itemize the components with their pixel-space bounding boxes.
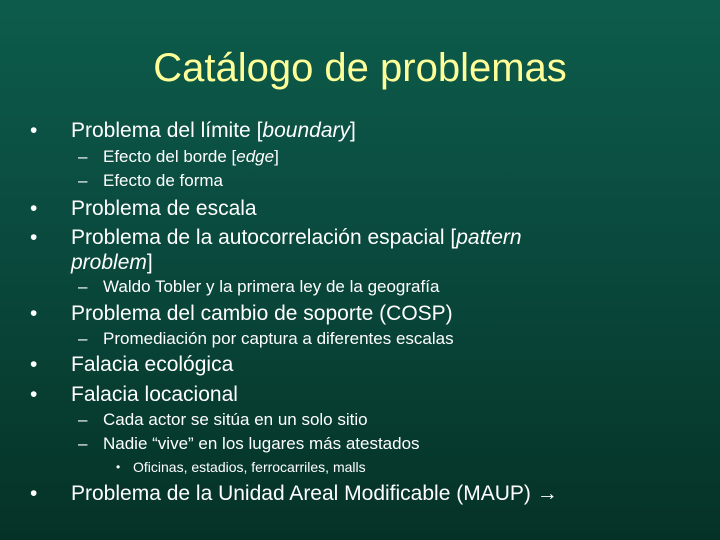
bullet-escala: Problema de escala xyxy=(71,197,257,220)
sub-bullet-forma: Efecto de forma xyxy=(103,171,224,190)
italic-term: boundary xyxy=(262,119,350,142)
sub-sub-bullet-marker: • xyxy=(116,460,121,474)
dash-marker: – xyxy=(78,329,88,348)
bullet-maup: Problema de la Unidad Areal Modificable (MAUP) → xyxy=(71,482,558,505)
bullet-cosp: Problema del cambio de soporte (COSP) xyxy=(71,302,453,325)
sub-bullet-promediacion: Promediación por captura a diferentes escalas xyxy=(103,329,454,348)
text: Problema de la autocorrelación espacial [ xyxy=(71,226,457,249)
bullet-marker: • xyxy=(30,119,38,142)
italic-term: pattern xyxy=(456,226,522,249)
bullet-falacia-locacional: Falacia locacional xyxy=(71,383,238,406)
sub-bullet-nadie-vive: Nadie “vive” en los lugares más atestados xyxy=(103,434,420,453)
bullet-marker: • xyxy=(30,226,38,249)
text: ] xyxy=(146,251,153,274)
dash-marker: – xyxy=(78,410,88,429)
bullet-autocorrelacion-continuation xyxy=(71,250,153,276)
bullet-falacia-ecologica: Falacia ecológica xyxy=(71,353,234,376)
text: Problema del límite [ xyxy=(71,119,263,142)
sub-sub-bullet-oficinas: Oficinas, estadios, ferrocarriles, malls xyxy=(133,459,366,475)
sub-bullet-borde xyxy=(103,146,279,168)
dash-marker: – xyxy=(78,434,88,453)
bullet-marker: • xyxy=(30,197,38,220)
bullet-marker: • xyxy=(30,383,38,406)
italic-term: edge xyxy=(236,147,275,166)
dash-marker: – xyxy=(78,147,88,166)
text: ] xyxy=(274,147,279,166)
bullet-autocorrelacion xyxy=(71,225,522,251)
bullet-marker: • xyxy=(30,482,38,505)
bullet-limite xyxy=(71,118,356,144)
bullet-marker: • xyxy=(30,353,38,376)
sub-bullet-tobler: Waldo Tobler y la primera ley de la geografía xyxy=(103,277,440,296)
text: ] xyxy=(350,119,356,142)
sub-bullet-cada-actor: Cada actor se sitúa en un solo sitio xyxy=(103,410,368,429)
bullet-marker: • xyxy=(30,302,38,325)
dash-marker: – xyxy=(78,277,88,296)
slide-title: Catálogo de problemas xyxy=(153,46,567,90)
text: Efecto del borde [ xyxy=(103,147,237,166)
dash-marker: – xyxy=(78,171,88,190)
italic-term: problem xyxy=(71,251,147,274)
